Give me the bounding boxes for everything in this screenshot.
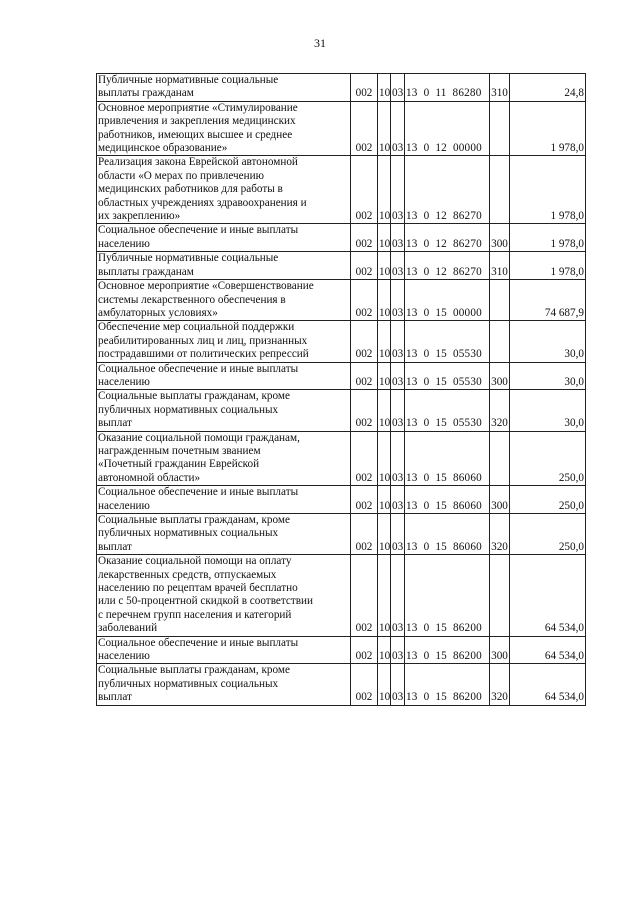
- row-name: Социальные выплаты гражданам, кроме публичных нормативных социальных выплат: [97, 514, 351, 555]
- row-name: Публичные нормативные социальные выплаты гражданам: [97, 74, 351, 102]
- ministry-code: 002: [351, 514, 378, 555]
- expense-type-code: [490, 156, 510, 224]
- amount: 1 978,0: [510, 101, 586, 156]
- target-article-code: 13 0 15 86200: [405, 636, 490, 664]
- ministry-code: 002: [351, 390, 378, 431]
- section-code: 10: [378, 514, 391, 555]
- ministry-code: 002: [351, 101, 378, 156]
- ministry-code: 002: [351, 362, 378, 390]
- expense-type-code: 310: [490, 74, 510, 102]
- expense-type-code: 300: [490, 362, 510, 390]
- ministry-code: 002: [351, 555, 378, 636]
- amount: 24,8: [510, 74, 586, 102]
- ministry-code: 002: [351, 156, 378, 224]
- ministry-code: 002: [351, 636, 378, 664]
- subsection-code: 03: [391, 390, 405, 431]
- target-article-code: 13 0 15 05530: [405, 390, 490, 431]
- table-row: [97, 224, 586, 252]
- row-name: Социальное обеспечение и иные выплаты населению: [97, 486, 351, 514]
- row-name: Социальное обеспечение и иные выплаты населению: [97, 362, 351, 390]
- expense-type-code: 300: [490, 636, 510, 664]
- target-article-code: 13 0 15 00000: [405, 280, 490, 321]
- table-row: [97, 636, 586, 664]
- amount: 250,0: [510, 514, 586, 555]
- section-code: 10: [378, 486, 391, 514]
- target-article-code: 13 0 15 86060: [405, 514, 490, 555]
- budget-table-body: [97, 74, 586, 706]
- subsection-code: 03: [391, 514, 405, 555]
- row-name: Основное мероприятие «Совершенствование системы лекарственного обеспечения в амбулаторных условиях»: [97, 280, 351, 321]
- expense-type-code: 320: [490, 390, 510, 431]
- expense-type-code: 300: [490, 486, 510, 514]
- target-article-code: 13 0 15 86060: [405, 431, 490, 486]
- section-code: 10: [378, 636, 391, 664]
- table-row: [97, 156, 586, 224]
- ministry-code: 002: [351, 664, 378, 705]
- table-row: [97, 390, 586, 431]
- row-name: Публичные нормативные социальные выплаты гражданам: [97, 252, 351, 280]
- table-row: [97, 74, 586, 102]
- page-number: 31: [314, 36, 326, 50]
- section-code: 10: [378, 101, 391, 156]
- subsection-code: 03: [391, 362, 405, 390]
- ministry-code: 002: [351, 224, 378, 252]
- subsection-code: 03: [391, 664, 405, 705]
- amount: 1 978,0: [510, 224, 586, 252]
- expense-type-code: 320: [490, 514, 510, 555]
- amount: 64 534,0: [510, 636, 586, 664]
- table-row: [97, 362, 586, 390]
- amount: 64 534,0: [510, 555, 586, 636]
- row-name: Оказание социальной помощи на оплату лекарственных средств, отпускаемых населению по рецептам врачей бесплатно или с 50-процентной скидкой в соответствии с перечнем групп населения и категорий заболеваний: [97, 555, 351, 636]
- expense-type-code: [490, 321, 510, 362]
- row-name: Реализация закона Еврейской автономной области «О мерах по привлечению медицинских работников для работы в областных учреждениях здравоохранения и их закреплению»: [97, 156, 351, 224]
- target-article-code: 13 0 15 86200: [405, 664, 490, 705]
- row-name: Обеспечение мер социальной поддержки реабилитированных лиц и лиц, признанных пострадавшими от политических репрессий: [97, 321, 351, 362]
- subsection-code: 03: [391, 636, 405, 664]
- ministry-code: 002: [351, 280, 378, 321]
- table-row: [97, 101, 586, 156]
- row-name: Социальное обеспечение и иные выплаты населению: [97, 636, 351, 664]
- ministry-code: 002: [351, 431, 378, 486]
- ministry-code: 002: [351, 486, 378, 514]
- subsection-code: 03: [391, 486, 405, 514]
- section-code: 10: [378, 252, 391, 280]
- subsection-code: 03: [391, 431, 405, 486]
- amount: 250,0: [510, 486, 586, 514]
- expense-type-code: [490, 555, 510, 636]
- table-row: [97, 252, 586, 280]
- table-row: [97, 280, 586, 321]
- ministry-code: 002: [351, 74, 378, 102]
- section-code: 10: [378, 362, 391, 390]
- section-code: 10: [378, 321, 391, 362]
- section-code: 10: [378, 224, 391, 252]
- amount: 30,0: [510, 362, 586, 390]
- table-row: [97, 321, 586, 362]
- expense-type-code: [490, 431, 510, 486]
- subsection-code: 03: [391, 321, 405, 362]
- budget-table: [96, 73, 586, 706]
- subsection-code: 03: [391, 252, 405, 280]
- amount: 74 687,9: [510, 280, 586, 321]
- section-code: 10: [378, 74, 391, 102]
- target-article-code: 13 0 11 86280: [405, 74, 490, 102]
- section-code: 10: [378, 390, 391, 431]
- expense-type-code: [490, 280, 510, 321]
- section-code: 10: [378, 664, 391, 705]
- amount: 250,0: [510, 431, 586, 486]
- subsection-code: 03: [391, 74, 405, 102]
- row-name: Оказание социальной помощи гражданам, награжденным почетным званием «Почетный гражданин Еврейской автономной области»: [97, 431, 351, 486]
- amount: 64 534,0: [510, 664, 586, 705]
- row-name: Основное мероприятие «Стимулирование привлечения и закрепления медицинских работников, имеющих высшее и среднее медицинское образование»: [97, 101, 351, 156]
- subsection-code: 03: [391, 101, 405, 156]
- amount: 1 978,0: [510, 252, 586, 280]
- table-row: [97, 431, 586, 486]
- table-row: [97, 486, 586, 514]
- target-article-code: 13 0 12 86270: [405, 252, 490, 280]
- expense-type-code: 310: [490, 252, 510, 280]
- section-code: 10: [378, 431, 391, 486]
- amount: 30,0: [510, 390, 586, 431]
- expense-type-code: 300: [490, 224, 510, 252]
- row-name: Социальные выплаты гражданам, кроме публичных нормативных социальных выплат: [97, 390, 351, 431]
- subsection-code: 03: [391, 224, 405, 252]
- target-article-code: 13 0 15 86200: [405, 555, 490, 636]
- target-article-code: 13 0 12 86270: [405, 156, 490, 224]
- target-article-code: 13 0 15 86060: [405, 486, 490, 514]
- table-row: [97, 514, 586, 555]
- subsection-code: 03: [391, 156, 405, 224]
- expense-type-code: [490, 101, 510, 156]
- row-name: Социальное обеспечение и иные выплаты населению: [97, 224, 351, 252]
- row-name: Социальные выплаты гражданам, кроме публичных нормативных социальных выплат: [97, 664, 351, 705]
- subsection-code: 03: [391, 555, 405, 636]
- expense-type-code: 320: [490, 664, 510, 705]
- ministry-code: 002: [351, 252, 378, 280]
- target-article-code: 13 0 15 05530: [405, 321, 490, 362]
- section-code: 10: [378, 280, 391, 321]
- target-article-code: 13 0 12 00000: [405, 101, 490, 156]
- subsection-code: 03: [391, 280, 405, 321]
- table-row: [97, 555, 586, 636]
- target-article-code: 13 0 15 05530: [405, 362, 490, 390]
- ministry-code: 002: [351, 321, 378, 362]
- section-code: 10: [378, 555, 391, 636]
- amount: 1 978,0: [510, 156, 586, 224]
- amount: 30,0: [510, 321, 586, 362]
- table-row: [97, 664, 586, 705]
- target-article-code: 13 0 12 86270: [405, 224, 490, 252]
- section-code: 10: [378, 156, 391, 224]
